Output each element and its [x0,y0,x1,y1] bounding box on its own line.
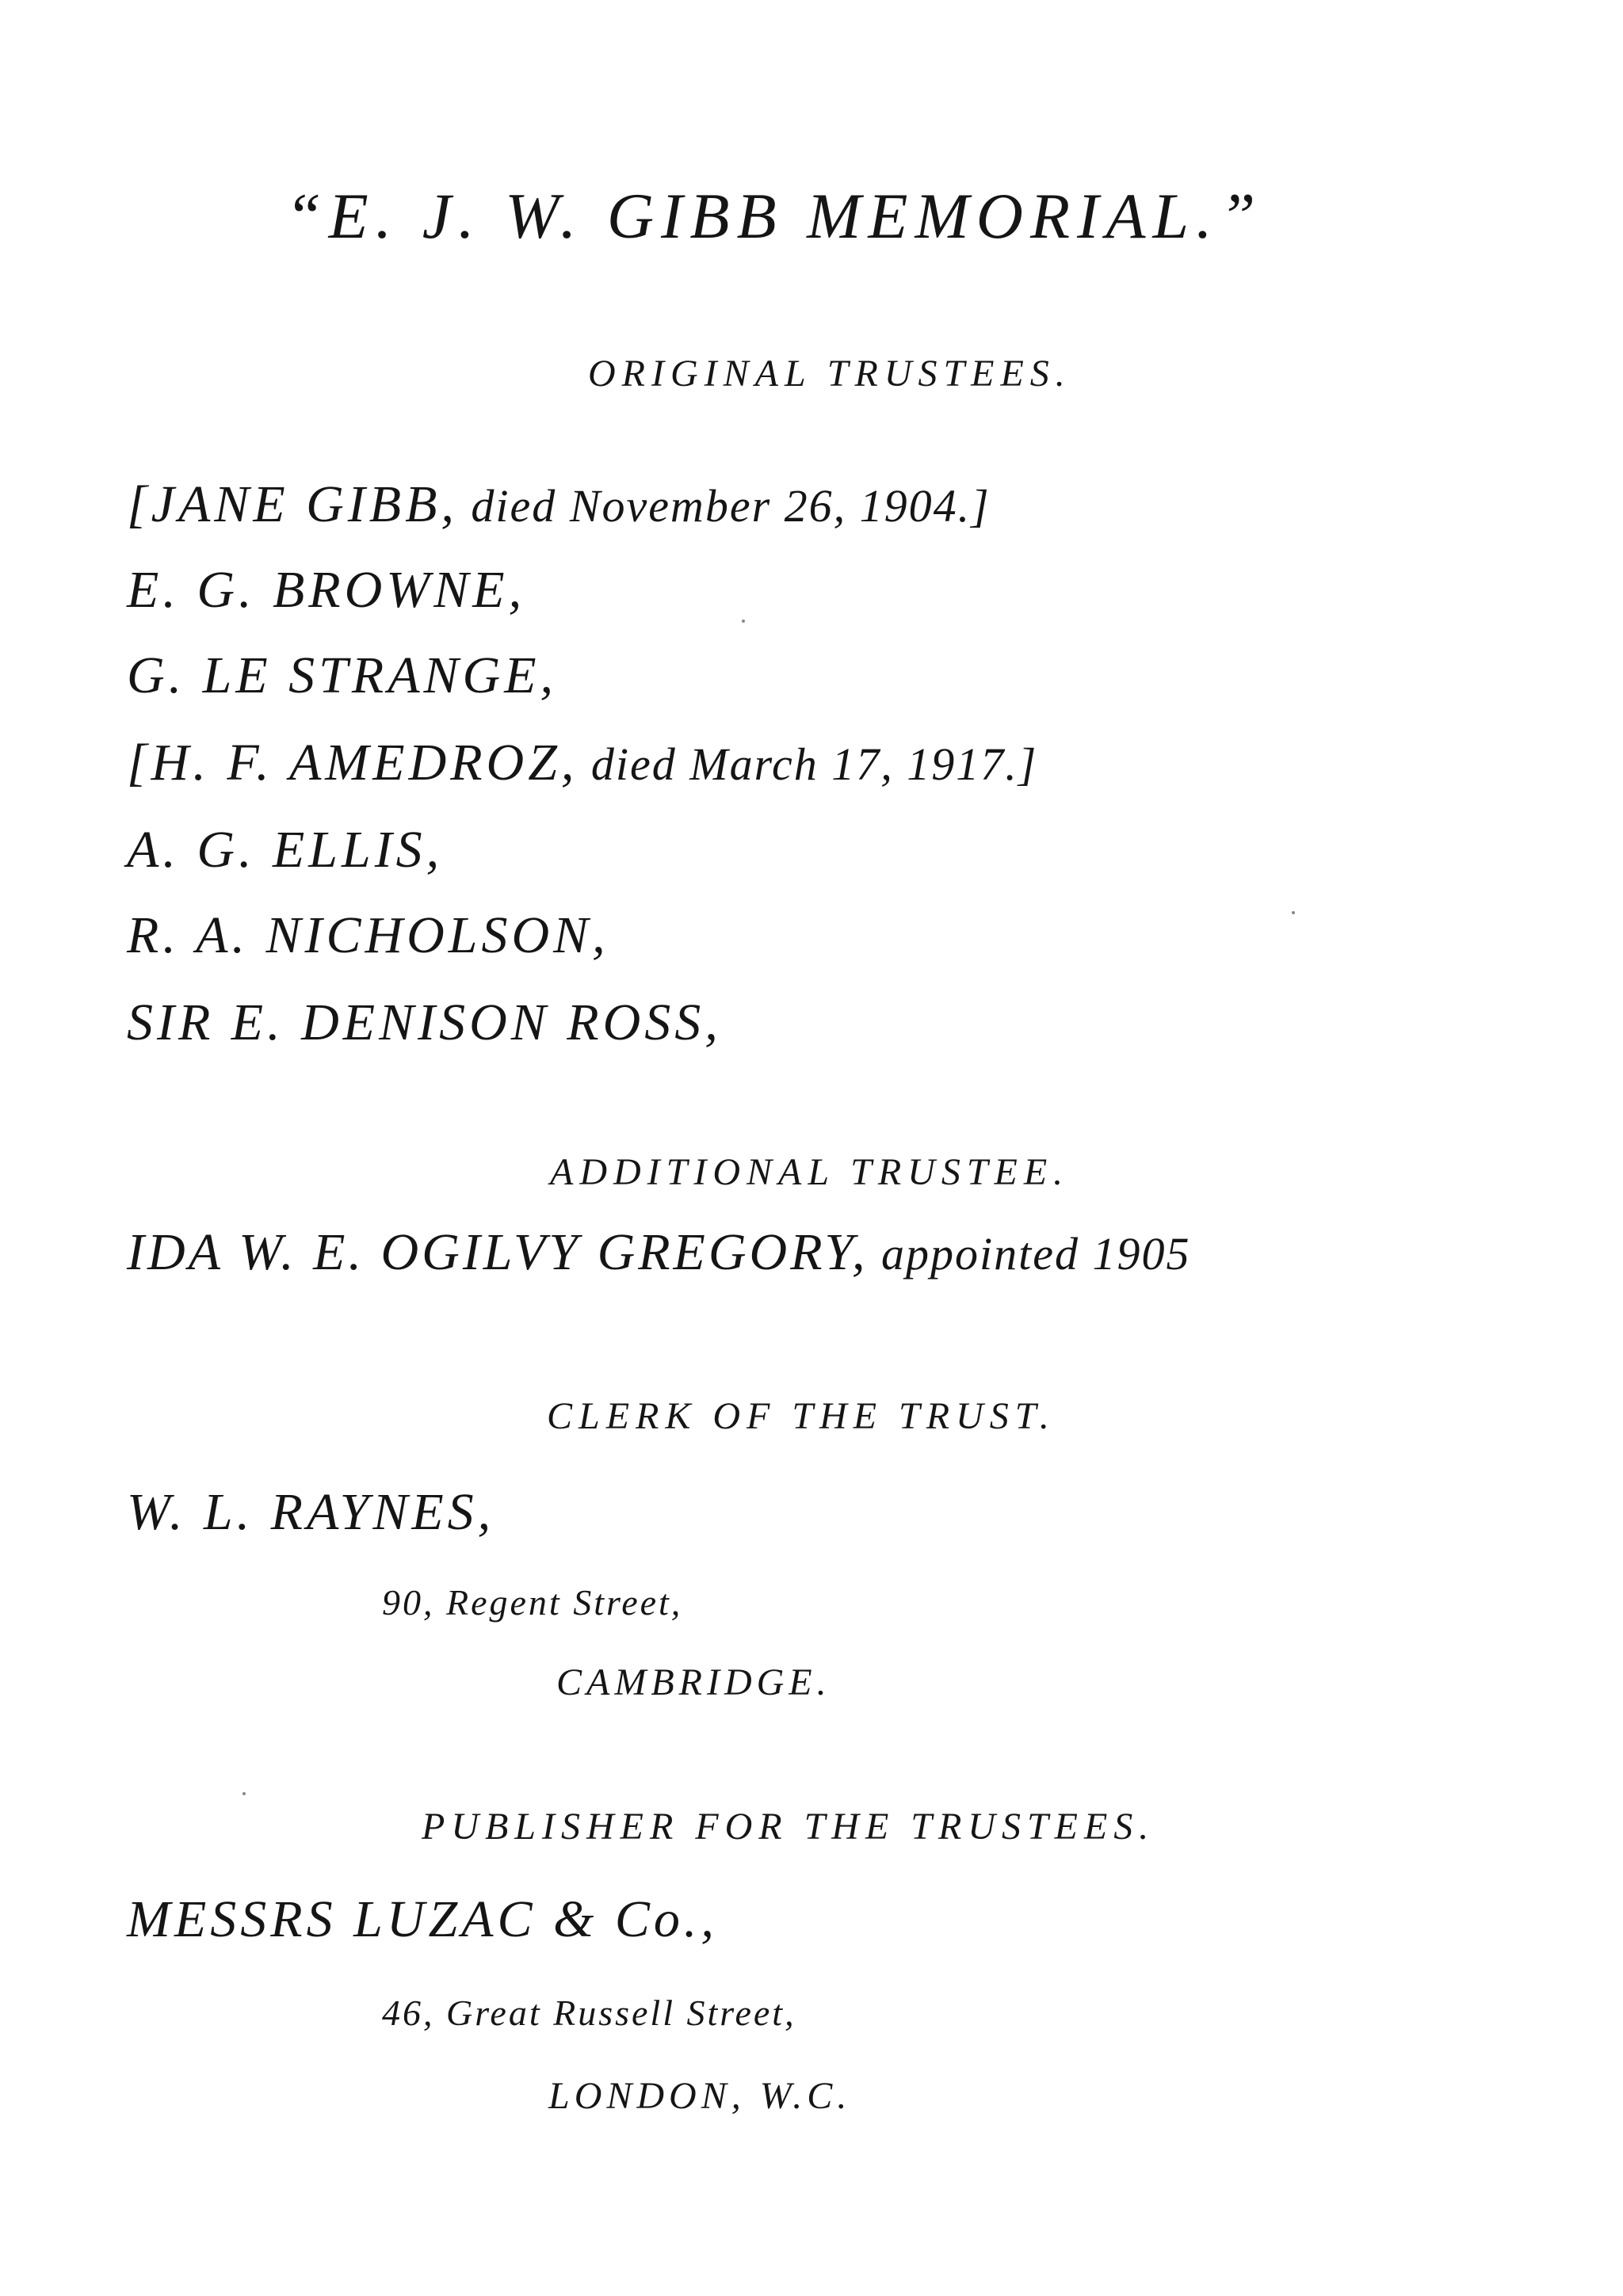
clerk-address-street: 90, Regent Street, [382,1582,683,1623]
page-title: “E. J. W. GIBB MEMORIAL.” [285,180,1263,252]
publisher-address-city: LONDON, W.C. [548,2075,852,2117]
trustee-entry [127,821,444,879]
trustee-note: died March 17, 1917.] [578,738,1038,790]
trustee-name: E. G. BROWNE, [127,561,526,619]
clerk-address-city: CAMBRIDGE. [556,1661,831,1703]
trustee-note: died November 26, 1904.] [457,480,991,532]
publisher-address-street: 46, Great Russell Street, [382,1993,796,2033]
clerk-heading: CLERK OF THE TRUST. [547,1395,1056,1437]
trustee-name: [JANE GIBB, [127,475,458,533]
additional-trustee-entry [127,1223,1191,1281]
trustee-entry [127,646,558,704]
original-trustees-heading: ORIGINAL TRUSTEES. [588,353,1071,395]
trustee-name: A. G. ELLIS, [127,821,444,879]
trustee-entry [127,906,609,964]
trustee-entry [127,561,526,619]
publisher-name: MESSRS LUZAC & Co., [127,1890,718,1948]
additional-trustee-heading: ADDITIONAL TRUSTEE. [550,1151,1070,1193]
trustee-entry [127,994,722,1051]
clerk-name: W. L. RAYNES, [127,1483,495,1541]
trustee-name: R. A. NICHOLSON, [127,906,609,964]
trustee-name: SIR E. DENISON ROSS, [127,994,722,1051]
publisher-heading: PUBLISHER FOR THE TRUSTEES. [422,1806,1155,1848]
paper-speck [242,1792,246,1795]
additional-trustee-name: IDA W. E. OGILVY GREGORY, [127,1223,869,1281]
paper-speck [742,620,745,623]
trustee-entry [127,734,1038,791]
additional-trustee-note: appointed 1905 [868,1228,1191,1280]
trustee-name: G. LE STRANGE, [127,646,558,704]
paper-speck [1292,911,1295,914]
trustee-name: [H. F. AMEDROZ, [127,734,579,791]
trustee-entry [127,475,991,533]
